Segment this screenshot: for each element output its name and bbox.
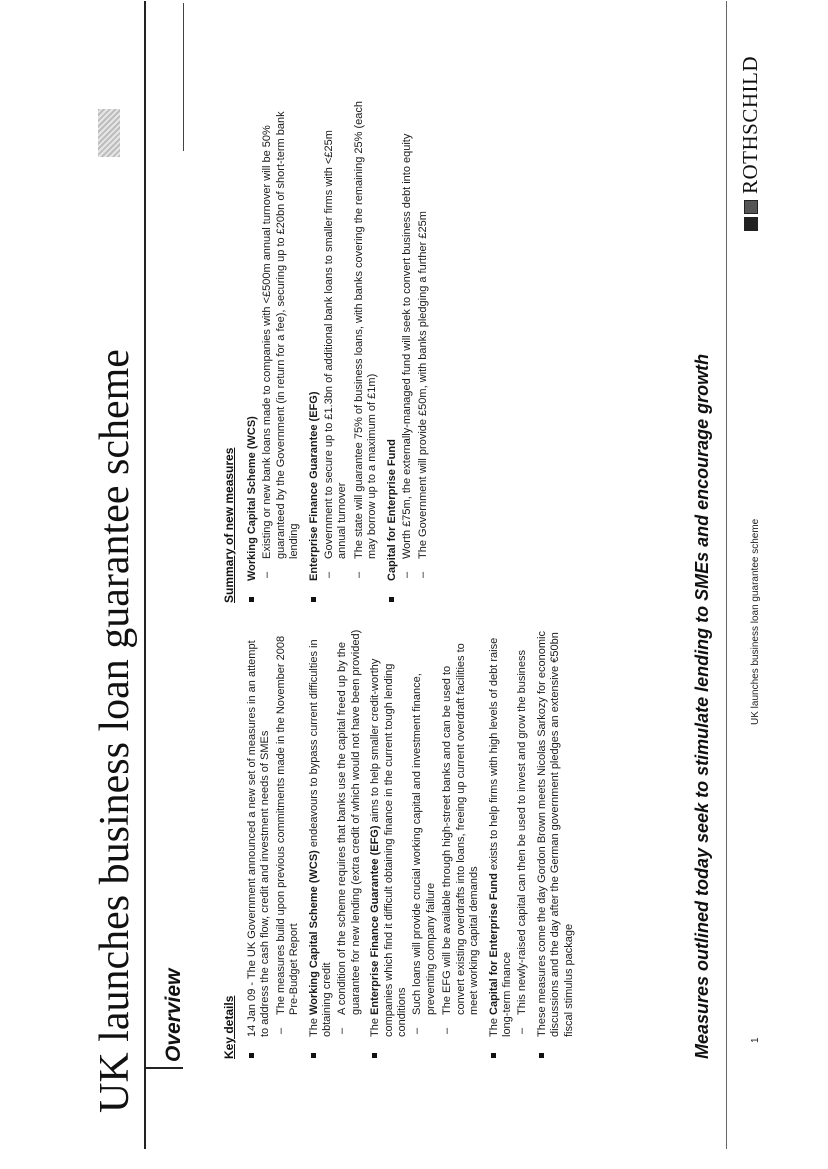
measure-label: Working Capital Scheme (WCS): [246, 416, 258, 581]
dash-marker: –: [352, 571, 365, 578]
key-details-heading: Key details: [222, 995, 236, 1059]
list-item: [536, 629, 576, 1059]
page-number: 1: [750, 1037, 761, 1043]
dash-marker: –: [261, 571, 274, 578]
sub-item-text: The state will guarantee 75% of business loans, with banks covering the remaining 25% (each may borrow up to a maximum of £1m): [352, 101, 379, 559]
sub-list-item: [411, 629, 438, 1037]
dash-marker: –: [401, 571, 414, 578]
bullet-text-emphasis: Capital for Enterprise Fund: [487, 873, 500, 1015]
bullet-text-lead: The: [487, 1014, 500, 1037]
sub-list-item: [323, 98, 350, 581]
sub-list: [323, 98, 380, 581]
tagline: Measures outlined today seek to stimulate lending to SMEs and encourage growth: [692, 353, 712, 1059]
bullet-square-icon: [311, 1053, 316, 1058]
bullet-text: [536, 629, 576, 1037]
dash-marker: –: [441, 1027, 454, 1034]
sub-item-text: The Government will provide £50m, with banks pledging a further £25m: [417, 211, 430, 559]
sub-list: [275, 629, 302, 1037]
key-details-list: [246, 629, 576, 1059]
sub-item-text: Such loans will provide crucial working capital and investment finance, preventing company failure: [411, 673, 437, 1015]
bullet-text-emphasis: Working Capital Scheme (WCS): [307, 850, 320, 1015]
dash-marker: –: [411, 1027, 424, 1034]
sub-list: [261, 98, 301, 581]
bullet-square-icon: [491, 1053, 496, 1058]
page-title: UK launches business loan guarantee scheme: [92, 349, 138, 1113]
sub-list-item: [516, 629, 529, 1037]
sub-list-item: [336, 629, 363, 1037]
sub-list-item: [353, 98, 380, 581]
bullet-square-icon: [372, 1053, 377, 1058]
list-item: [386, 98, 431, 603]
footer-text: UK launches business loan guarantee scheme: [750, 518, 761, 725]
sub-item-text: The EFG will be available through high-street banks and can be used to convert existing overdrafts into loans, freeing up current overdraft facilities to meet working capital demands: [441, 643, 481, 1015]
bullet-text-emphasis: Enterprise Finance Guarantee (EFG): [369, 825, 382, 1015]
sub-list-item: [401, 98, 414, 581]
bullet-text: [308, 629, 335, 1037]
list-item: [246, 629, 302, 1059]
sub-list: [516, 629, 529, 1037]
list-item: [246, 98, 302, 603]
logo-wordmark: ROTHSCHILD: [738, 55, 762, 194]
sub-list-item: [441, 629, 481, 1037]
bullet-text-tail: aims to help smaller credit-worthy companies which find it difficult obtaining finance in the current tough lending conditions: [369, 658, 409, 1037]
summary-heading: Summary of new measures: [222, 447, 236, 603]
sub-item-text: Government to secure up to £1.3bn of additional bank loans to smaller firms with <£25m annual turnover: [323, 130, 349, 559]
summary-column: [246, 98, 437, 603]
key-details-column: [246, 629, 582, 1059]
bullet-text-lead: These measures come the day Gordon Brown meets Nicolas Sarkozy for economic discussions and the day after the German government pledges an extensive €50bn fiscal stimulus package: [535, 631, 575, 1037]
measure-label: Enterprise Finance Guarantee (EFG): [307, 391, 320, 581]
sub-item-text: A condition of the scheme requires that banks use the capital freed up by the guarantee for new lending (extra credit of which would not have been provided): [336, 629, 362, 1015]
list-item: [488, 629, 530, 1059]
footer-divider: [726, 1, 727, 1149]
rothschild-logo: [738, 56, 763, 231]
sub-list-item: [261, 98, 301, 581]
bullet-text: [246, 629, 273, 1037]
section-underline: [183, 3, 184, 151]
bullet-square-icon: [389, 597, 394, 602]
bullet-text: [369, 629, 409, 1037]
sub-item-text: Existing or new bank loans made to companies with <£500m annual turnover will be 50% guaranteed by the Government (in return for a fee), securing up to £20bn of short-term bank lending: [261, 111, 301, 559]
section-divider-vertical: [145, 1067, 183, 1069]
bullet-square-icon: [311, 597, 316, 602]
sub-list: [411, 629, 481, 1037]
dash-marker: –: [323, 571, 336, 578]
sub-list: [336, 629, 363, 1037]
dash-marker: –: [417, 571, 430, 578]
summary-list: [246, 98, 431, 603]
bullet-text-tail: exists to help firms with high levels of debt raise long-term finance: [487, 637, 513, 1037]
bullet-text: [488, 629, 515, 1037]
dash-marker: –: [516, 1027, 529, 1034]
measure-label: Capital for Enterprise Fund: [385, 439, 398, 581]
title-divider: [144, 1, 146, 1149]
bullet-square-icon: [249, 597, 254, 602]
sub-list: [401, 98, 431, 581]
sub-item-text: The measures build upon previous commitments made in the November 2008 Pre-Budget Report: [274, 635, 301, 1015]
bullet-text-lead: The: [369, 1014, 382, 1037]
sub-item-text: This newly-raised capital can then be used to invest and grow the business: [516, 649, 529, 1015]
sub-list-item: [275, 629, 302, 1037]
logo-emblem-icon: [744, 217, 758, 231]
dash-marker: –: [274, 1027, 287, 1034]
bullet-text-tail: endeavours to bypass current difficulties in obtaining credit: [307, 639, 334, 1037]
sub-item-text: Worth £75m, the externally-managed fund will seek to convert business debt into equity: [401, 133, 414, 559]
bullet-text-lead: 14 Jan 09 - The UK Government announced a new set of measures in an attempt to address the cash flow, credit and investment needs of SMEs: [246, 640, 272, 1037]
list-item: [369, 629, 481, 1059]
bullet-square-icon: [539, 1053, 544, 1058]
sub-list-item: [417, 98, 430, 581]
list-item: [308, 629, 364, 1059]
bullet-text-lead: The: [307, 1014, 320, 1037]
bullet-square-icon: [249, 1053, 254, 1058]
list-item: [308, 98, 380, 603]
section-title: Overview: [162, 968, 185, 1062]
dash-marker: –: [336, 1027, 349, 1034]
logo-crest-icon: [744, 200, 758, 214]
